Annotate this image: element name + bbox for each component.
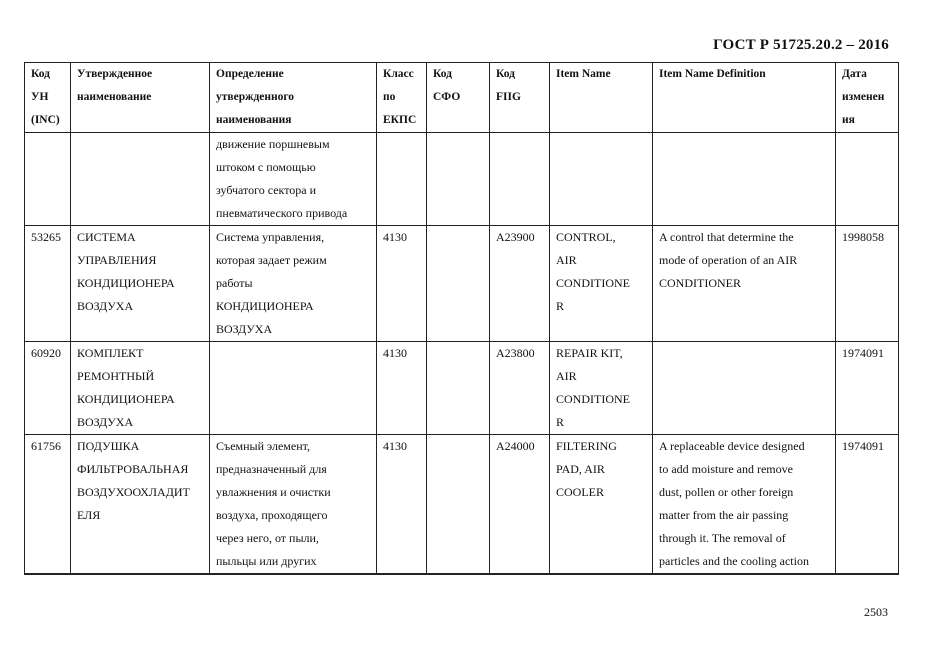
table-cell (427, 342, 490, 435)
table-cell: Система управления, которая задает режим работы КОНДИЦИОНЕРА ВОЗДУХА (210, 226, 377, 342)
table-row (25, 133, 899, 226)
table-cell: 4130 (377, 226, 427, 342)
table-cell (71, 133, 210, 226)
table-cell: 61756 (25, 435, 71, 575)
table-cell (25, 133, 71, 226)
table-cell: 1974091 (836, 342, 899, 435)
table-cell: КОМПЛЕКТ РЕМОНТНЫЙ КОНДИЦИОНЕРА ВОЗДУХА (71, 342, 210, 435)
column-header: Дата изменен ия (836, 63, 899, 133)
table-cell: 4130 (377, 435, 427, 575)
table-cell: 60920 (25, 342, 71, 435)
table-cell (427, 226, 490, 342)
table-cell (550, 133, 653, 226)
page-number: 2503 (864, 605, 888, 619)
table-cell: FILTERING PAD, AIR COOLER (550, 435, 653, 575)
table-row (25, 342, 899, 435)
table-row (25, 226, 899, 342)
table-cell: 53265 (25, 226, 71, 342)
column-header: Класс по ЕКПС (377, 63, 427, 133)
table-cell: A23800 (490, 342, 550, 435)
table-cell (377, 133, 427, 226)
table-cell (653, 342, 836, 435)
table-cell: 4130 (377, 342, 427, 435)
column-header: Код УН (INC) (25, 63, 71, 133)
document-header: ГОСТ Р 51725.20.2 – 2016 (713, 37, 889, 53)
table-cell: 1974091 (836, 435, 899, 575)
column-header: Утвержденное наименование (71, 63, 210, 133)
table-cell: движение поршневым штоком с помощью зубчатого сектора и пневматического привода (210, 133, 377, 226)
column-header: Item Name (550, 63, 653, 133)
table-cell (427, 435, 490, 575)
table-cell (210, 342, 377, 435)
table-row (25, 435, 899, 575)
table-cell: A control that determine the mode of operation of an AIR CONDITIONER (653, 226, 836, 342)
column-header: Код СФО (427, 63, 490, 133)
table-cell: Съемный элемент, предназначенный для увлажнения и очистки воздуха, проходящего через него, от пыли, пыльцы или других (210, 435, 377, 575)
table-cell: REPAIR KIT, AIR CONDITIONE R (550, 342, 653, 435)
table-cell (653, 133, 836, 226)
table-cell: СИСТЕМА УПРАВЛЕНИЯ КОНДИЦИОНЕРА ВОЗДУХА (71, 226, 210, 342)
table-cell: A replaceable device designed to add moisture and remove dust, pollen or other foreign matter from the air passing through it. The removal of particles and the cooling action (653, 435, 836, 575)
table-cell (836, 133, 899, 226)
table-cell (490, 133, 550, 226)
table-cell (427, 133, 490, 226)
table-cell: A23900 (490, 226, 550, 342)
table-cell: CONTROL, AIR CONDITIONE R (550, 226, 653, 342)
column-header: Item Name Definition (653, 63, 836, 133)
table-header-row (25, 63, 899, 133)
column-header: Код FIIG (490, 63, 550, 133)
table-cell: A24000 (490, 435, 550, 575)
table-cell: ПОДУШКА ФИЛЬТРОВАЛЬНАЯ ВОЗДУХООХЛАДИТ ЕЛЯ (71, 435, 210, 575)
table-cell: 1998058 (836, 226, 899, 342)
data-table (24, 62, 899, 575)
column-header: Определение утвержденного наименования (210, 63, 377, 133)
